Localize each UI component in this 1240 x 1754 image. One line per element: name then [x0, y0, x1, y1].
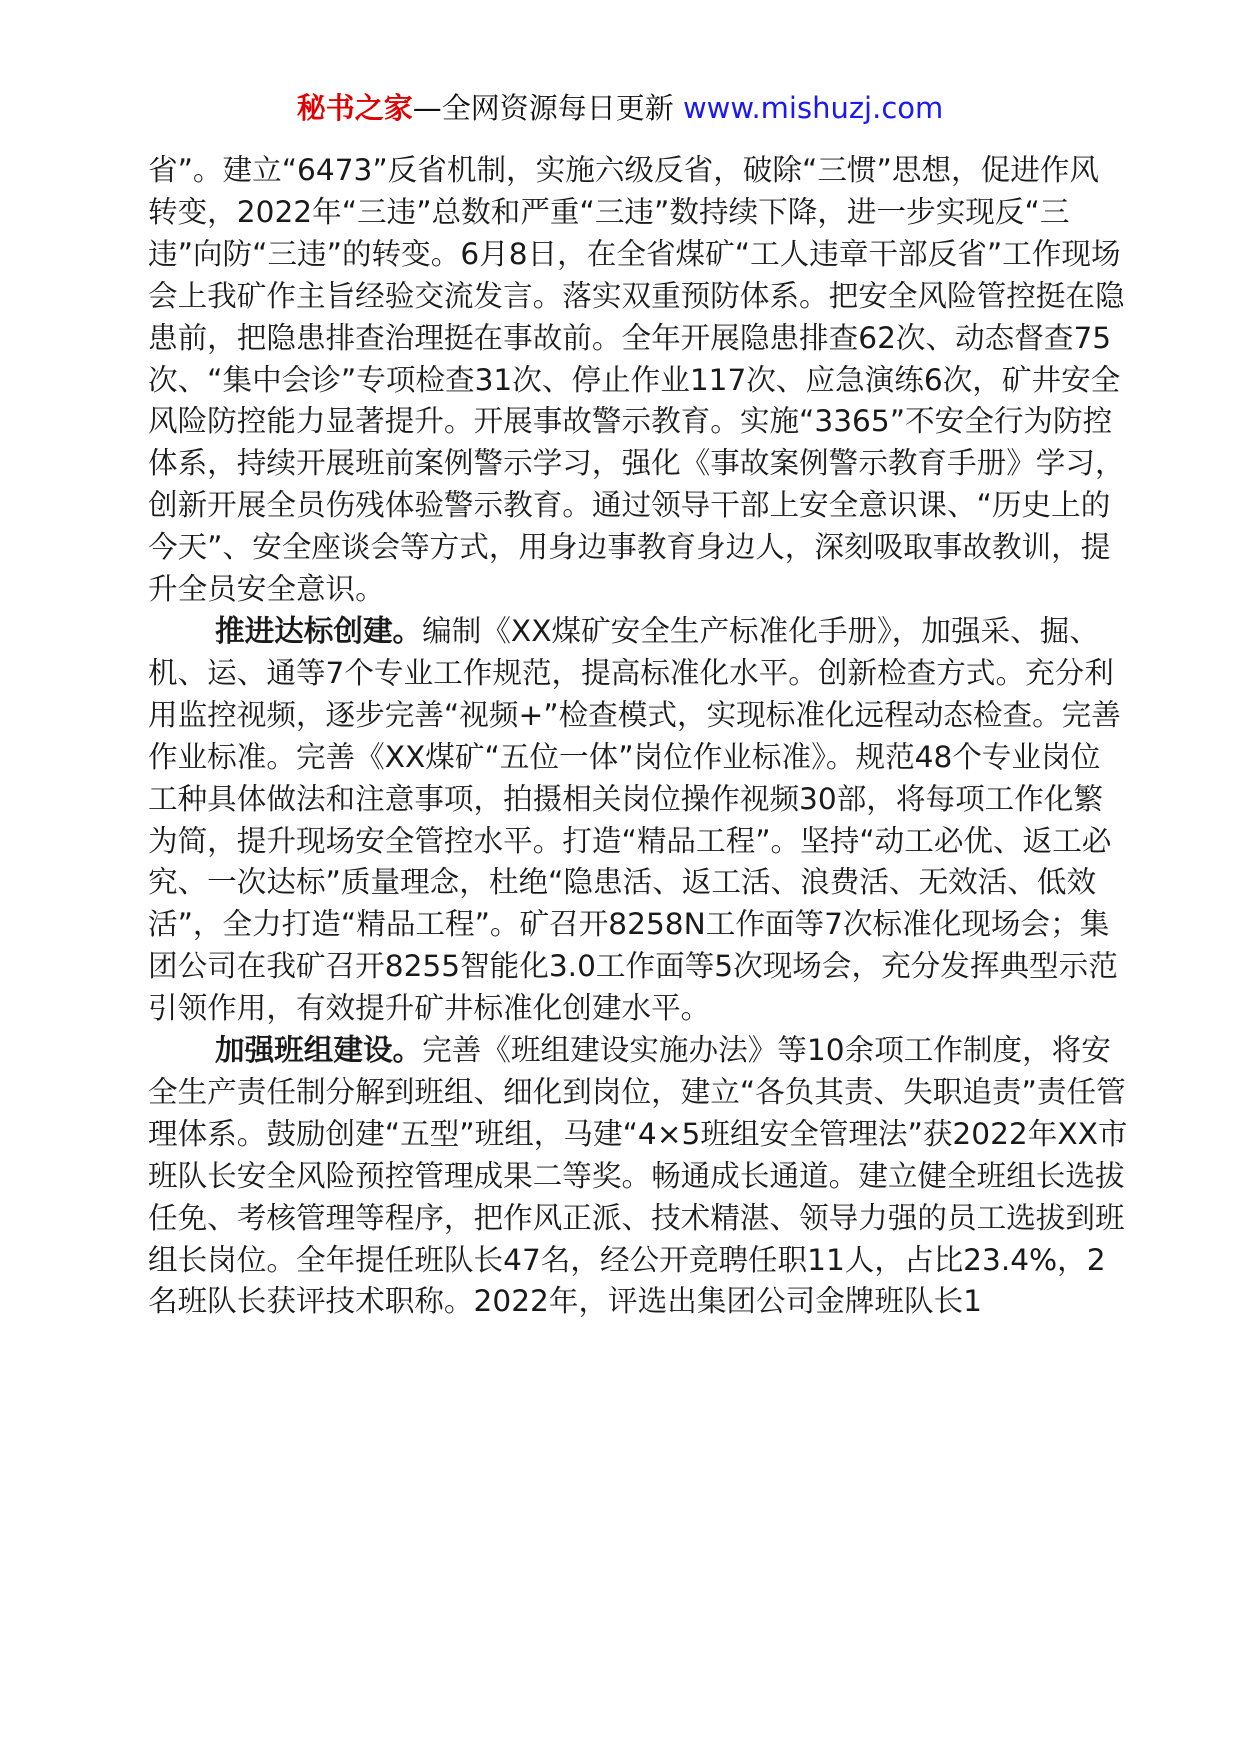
- paragraph-heading: 加强班组建设。: [215, 1033, 423, 1068]
- paragraph-text: 完善《班组建设实施办法》等10余项工作制度，将安全生产责任制分解到班组、细化到岗位，建立“各负其责、失职追责”责任管理体系。鼓励创建“五型”班组，马建“4×5班组安全管理法”获2022年XX市班队长安全风险预控管理成果二等奖。畅通成长通道。建立健全班组长选拔任免、考核管理等程序，把作风正派、技术精湛、领导力强的员工选拔到班组长岗位。全年提任班队长47名，经公开竞聘任职11人，占比23.4%，2名班队长获评技术职称。2022年，评选出集团公司金牌班队长1: [148, 1033, 1128, 1319]
- document-body: [148, 150, 1128, 1323]
- paragraph-team-building: [148, 1030, 1128, 1323]
- paragraph-safety-continuation: [148, 150, 1128, 611]
- paragraph-text: 编制《XX煤矿安全生产标准化手册》，加强采、掘、机、运、通等7个专业工作规范，提高标准化水平。创新检查方式。充分利用监控视频，逐步完善“视频+”检查模式，实现标准化远程动态检查。完善作业标准。完善《XX煤矿“五位一体”岗位作业标准》。规范48个专业岗位工种具体做法和注意事项，拍摄相关岗位操作视频30部，将每项工作化繁为简，提升现场安全管控水平。打造“精品工程”。坚持“动工必优、返工必究、一次达标”质量理念，杜绝“隐患活、返工活、浪费活、无效活、低效活”，全力打造“精品工程”。矿召开8258N工作面等7次标准化现场会；集团公司在我矿召开8255智能化3.0工作面等5次现场会，充分发挥典型示范引领作用，有效提升矿井标准化创建水平。: [148, 613, 1121, 1026]
- paragraph-heading: 推进达标创建。: [215, 613, 423, 648]
- paragraph-text: 省”。建立“6473”反省机制，实施六级反省，破除“三惯”思想，促进作风转变，2022年“三违”总数和严重“三违”数持续下降，进一步实现反“三违”向防“三违”的转变。6月8日，在全省煤矿“工人违章干部反省”工作现场会上我矿作主旨经验交流发言。落实双重预防体系。把安全风险管控挺在隐患前，把隐患排查治理挺在事故前。全年开展隐患排查62次、动态督查75次、“集中会诊”专项检查31次、停止作业117次、应急演练6次，矿井安全风险防控能力显著提升。开展事故警示教育。实施“3365”不安全行为防控体系，持续开展班前案例警示学习，强化《事故案例警示教育手册》学习，创新开展全员伤残体验警示教育。通过领导干部上安全意识课、“历史上的今天”、安全座谈会等方式，用身边事教育身边人，深刻吸取事故教训，提升全员安全意识。: [148, 153, 1125, 607]
- brand-name: 秘书之家: [296, 91, 413, 125]
- page-header: [0, 88, 1240, 128]
- website-link[interactable]: www.mishuzj.com: [682, 91, 944, 125]
- header-tagline: —全网资源每日更新: [412, 91, 683, 125]
- paragraph-standardization: [148, 611, 1128, 1030]
